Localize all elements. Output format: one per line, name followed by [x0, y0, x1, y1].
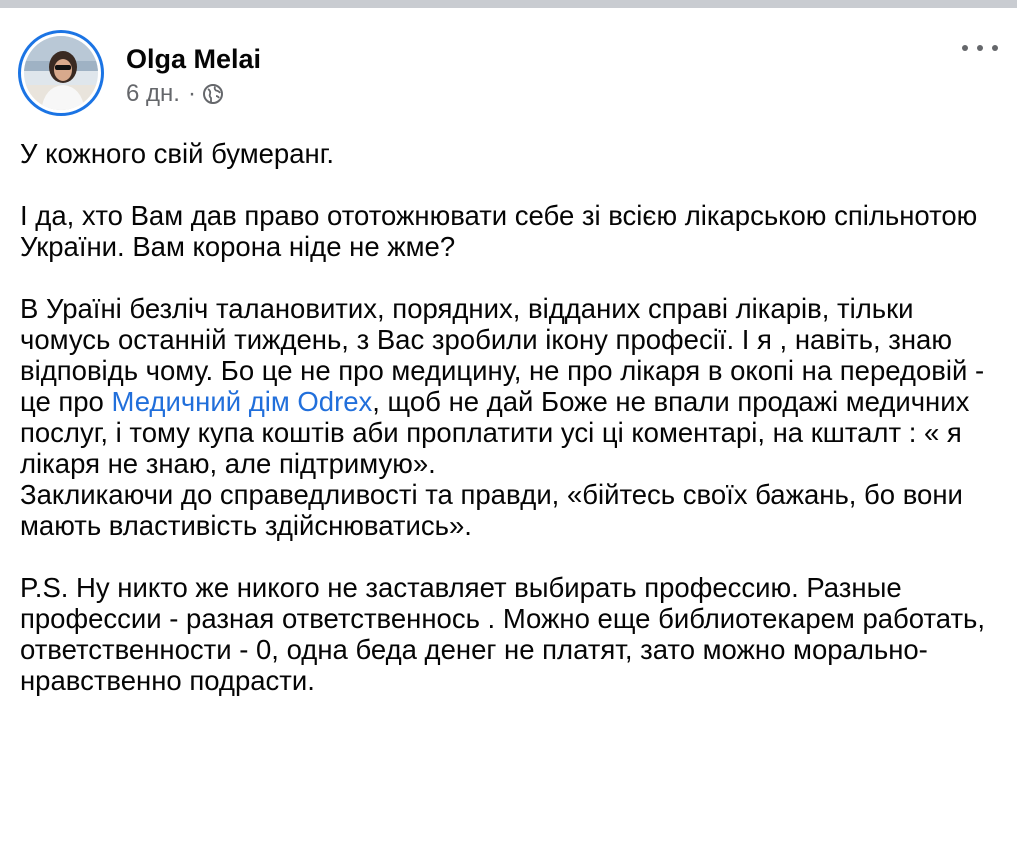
- post-paragraph-2: І да, хто Вам дав право ототожнювати себе зі всією лікарською спільнотою України. Вам корона ніде не жме?: [20, 200, 978, 262]
- more-dot: [992, 45, 998, 51]
- more-dot: [977, 45, 983, 51]
- paragraph-3-text-end: , щоб не дай Боже не впали продажі медичних послуг, і тому купа коштів аби проплатити усі ці коментарі, на кшталт : « я лікаря не знаю, але підтримую».: [20, 386, 970, 479]
- post-paragraph-3: [20, 293, 1005, 479]
- globe-icon[interactable]: [202, 83, 224, 105]
- post-header: [18, 30, 998, 120]
- more-horizontal-icon[interactable]: [962, 38, 998, 58]
- top-divider: [0, 0, 1017, 8]
- profile-avatar[interactable]: [18, 30, 104, 116]
- post-text: [20, 138, 1005, 727]
- post-paragraph-5: P.S. Ну никто же никого не заставляет выбирать профессию. Разные профессии - разная ответственнось . Можно еще библиотекарем работать, ответственности - 0, одна беда денег не платят, зато можно морально- нравственно подрасти.: [20, 572, 986, 696]
- post-paragraph-4: Закликаючи до справедливості та правди, «бійтесь своїх бажань, бо вони мають властивість здійснюватись».: [20, 479, 963, 541]
- meta-separator: ·: [187, 80, 196, 107]
- paragraph-3-text-start: В Ураїні безліч талановитих, порядних, відданих справі лікарів, тільки чомусь останній тиждень, з Вас зробили ікону професії. І я , навіть, знаю відповідь чому. Бо це не про медицину, не про лікаря в окопі на передовій - це про: [20, 293, 985, 417]
- more-dot: [962, 45, 968, 51]
- post-time[interactable]: 6 дн.: [126, 80, 180, 107]
- avatar-photo-icon: [21, 33, 101, 113]
- post-paragraph-1: У кожного свій бумеранг.: [20, 138, 335, 169]
- post-meta: [126, 80, 224, 108]
- author-name[interactable]: Olga Melai: [126, 44, 262, 74]
- page-mention-link[interactable]: Медичний дім Odrex: [111, 386, 373, 417]
